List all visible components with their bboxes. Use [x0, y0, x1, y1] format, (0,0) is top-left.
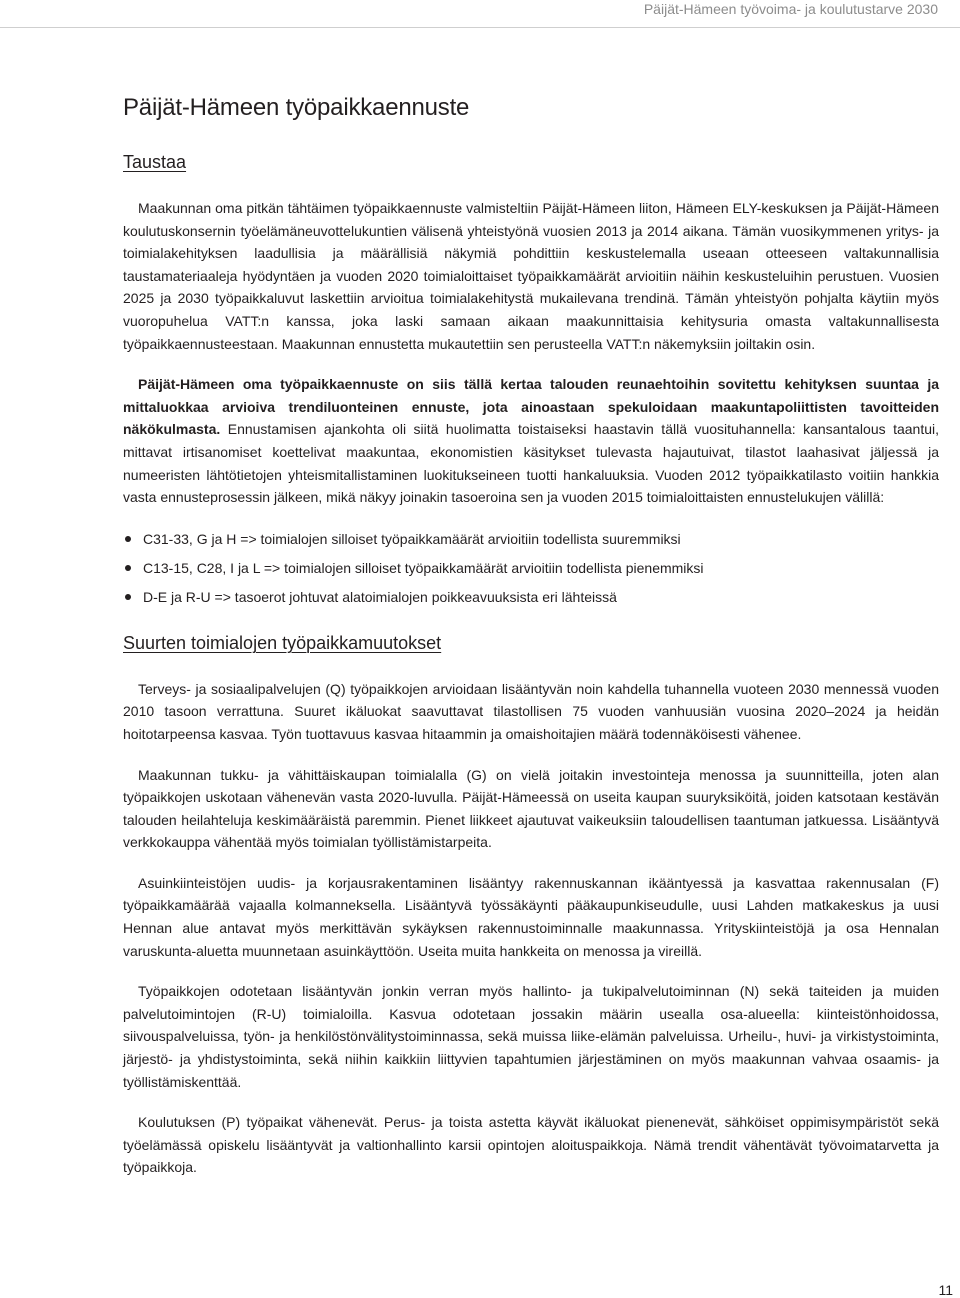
section-heading-taustaa: Taustaa: [123, 152, 187, 172]
header-divider: [0, 27, 960, 28]
section-heading-industry-changes: Suurten toimialojen työpaikkamuutokset: [123, 632, 442, 653]
paragraph-education: Koulutuksen (P) työpaikat vähenevät. Perus- ja toista astetta käyvät ikäluokat pienenevät, sähköiset oppimisympäristöt sekä työelämässä opiskelu lisääntyvät ja valtionhallinto karsii opintojen aloituspaikkoja. Nämä trendit vähentävät työvoimatarvetta ja työpaikkoja.: [123, 1114, 939, 1176]
bullet-icon: [125, 565, 131, 571]
bullet-icon: [125, 594, 131, 600]
paragraph-health-social: Terveys- ja sosiaalipalvelujen (Q) työpaikkojen arvioidaan lisääntyvän noin kahdella tuhannella vuoteen 2030 mennessä vuoden 2010 tasoon verrattuna. Suuret ikäluokat saavuttavat tilastollisen 75 vuoden vanhuusiän vuosina 2020–2024 ja heidän hoitotarpeensa kasvaa. Työn tuottavuus kasvaa hitaammin ja omaishoitajien määrä todennäköisesti vähenee.: [123, 680, 939, 742]
list-item-text: C13-15, C28, I ja L => toimialojen silloiset työpaikkamäärät arvioitiin todellista pienemmiksi: [143, 559, 704, 576]
bullet-icon: [125, 536, 131, 542]
paragraph-services: Työpaikkojen odotetaan lisääntyvän jonkin verran myös hallinto- ja tukipalvelutoiminnan (N) sekä taiteiden ja muiden palvelutoimintojen (R-U) toimialoilla. Kasvua odotetaan jossakin määrin usealla osa-alueella: kiinteistönhoidossa, siivouspalveluissa, työn- ja henkilöstönvälitystoiminnassa, sekä muissa liike-elämän palveluissa. Urheilu-, huvi- ja virkistystoiminta, järjestö- ja yhdistystoiminta, sekä niihin kaikkiin liittyvien tapahtumien järjestäminen on myös maakunnan vahvaa osaamis- ja työllistämiskenttää.: [123, 983, 939, 1090]
list-item: [123, 587, 939, 607]
running-header: Päijät-Hämeen työvoima- ja koulutustarve 2030: [643, 1, 938, 17]
page-content: [123, 90, 939, 1179]
paragraph-bold-lead: Päijät-Hämeen oma työpaikkaennuste on siis tällä kertaa talouden reunaehtoihin sovitettu kehityksen suuntaa ja mittaluokkaa arvioiva trendiluonteinen ennuste, jota ainoastaan spekuloidaan maakuntapoliittisten tavoitteiden näkökulmasta.: [123, 376, 939, 438]
list-item-text: C31-33, G ja H => toimialojen silloiset työpaikkamäärät arvioitiin todellista suuremmiksi: [143, 530, 681, 547]
paragraph-construction: Asuinkiinteistöjen uudis- ja korjausrakentaminen lisääntyy rakennuskannan ikääntyessä ja kasvattaa rakennusalan (F) työpaikkamäärää vajaalla kolmanneksella. Lisääntyvä työssäkäynti pääkaupunkiseudulle, uusi Lahden matkakeskus ja uusi Hennan alue antavat myös merkittävän sykäyksen rakennustoiminnalle maakunnassa. Yrityskiinteistöjä ja osa Hennalan varuskunta-aluetta muunnetaan asuinkäyttöön. Useita muita hankkeita on menossa ja vireillä.: [123, 874, 939, 959]
list-item: [123, 558, 939, 578]
paragraph-forecast-nature: [123, 373, 939, 509]
list-item-text: D-E ja R-U => tasoerot johtuvat alatoimialojen poikkeavuuksista eri lähteissä: [143, 588, 617, 605]
page-number: 11: [938, 1282, 953, 1298]
paragraph-trade: Maakunnan tukku- ja vähittäiskaupan toimialalla (G) on vielä joitakin investointeja menossa ja suunnitteilla, joten alan työpaikkojen uskotaan vähenevän vasta 2020-luvulla. Päijät-Hämeessä on useita kaupan suuryksiköitä, joiden katsotaan kestävän talouden heilahteluja keskimääräistä paremmin. Pienet liikkeet ajautuvat vaikeuksiin taloudellisen taantuman jatkuessa. Lisääntyvä verkkokauppa vähentää myös toimialan työllistämistarpeita.: [123, 766, 939, 851]
list-item: [123, 529, 939, 549]
bullet-list: [123, 529, 939, 607]
paragraph-rest: Ennustamisen ajankohta oli siitä huolimatta toistaiseksi haastavin tällä vuosituhannella: kansantalous taantui, mittavat irtisanomiset koettelivat maakuntaa, ekonomistien käsitykset tulevasta hajautuivat, tilastot laahasivat jäljessä ja numeeristen lähtötietojen yhteismitallistaminen luokitukseineen tuotti hankaluuksia. Vuoden 2012 työpaikkatilasto voitiin hankkia vasta ennusteprosessin jälkeen, mikä näkyy joinakin tasoeroina sen ja vuoden 2015 toimialoittaisten ennustelukujen välillä:: [123, 421, 939, 506]
paragraph-background: Maakunnan oma pitkän tähtäimen työpaikkaennuste valmisteltiin Päijät-Hämeen liiton, Hämeen ELY-keskuksen ja Päijät-Hämeen koulutuskonsernin työelämäneuvottelukuntien välisenä yhteistyönä vuosien 2013 ja 2014 aikana. Tämän vuosikymmenen yritys- ja toimialakehityksen laadullisia ja määrällisiä näkymiä pohdittiin keskustelemalla useaan otteeseen valtakunnallisia taustamateriaaleja hyödyntäen ja vuoden 2020 toimialoittaiset työpaikkamäärät arvioitiin näihin keskusteluihin perustuen. Vuosien 2025 ja 2030 työpaikkaluvut laskettiin arvioitua toimialakehitystä mukailevana trendinä. Tämän yhteistyön pohjalta käytiin myös vuoropuhelua VATT:n kanssa, joka laski samaan aikaan maakunnittaisia kehitysuria omasta valtakunnallisesta työpaikkaennusteestaan. Maakunnan ennustetta mukautettiin sen perusteella VATT:n näkemyksiin joiltakin osin.: [123, 200, 939, 352]
page-title: Päijät-Hämeen työpaikkaennuste: [123, 94, 470, 121]
